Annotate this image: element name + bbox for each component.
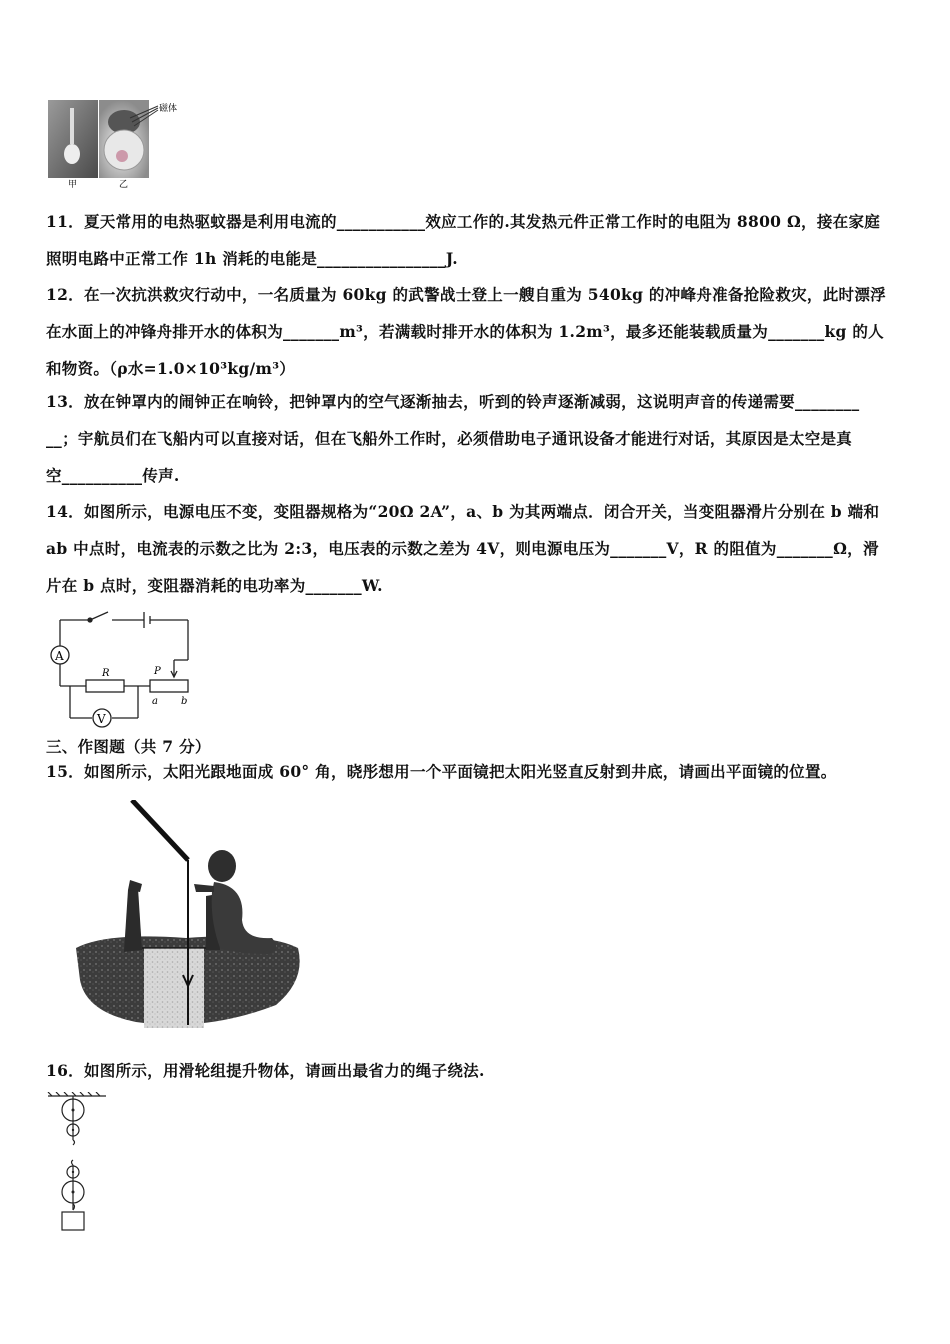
q11-line1: 11．夏天常用的电热驱蚊器是利用电流的___________效应工作的.其发热元件正常工作时的电阻为 8800 Ω，接在家庭 [46,212,881,231]
q12-line2: 在水面上的冲锋舟排开水的体积为_______m³，若满载时排开水的体积为 1.2m³，最多还能装载质量为_______kg 的人 [46,322,884,341]
q13-line1: 13．放在钟罩内的闹钟正在响铃，把钟罩内的空气逐渐抽去，听到的铃声逐渐减弱，这说明声音的传递需要________ [46,392,860,411]
slider-label: P [154,666,161,677]
end-a-label: a [152,696,158,707]
pulley-figure [46,1092,110,1234]
well-figure-svg [46,800,308,1032]
label-magnet: 磁体 [159,104,178,114]
q15-line1: 15．如图所示，太阳光跟地面成 60° 角，晓彤想用一个平面镜把太阳光竖直反射到井底，请画出平面镜的位置。 [46,762,837,781]
ammeter-label: A [55,649,64,663]
resistor-R [86,680,124,692]
rheostat [150,680,188,692]
q12-line3: 和物资。（ρ水=1.0×10³kg/m³） [46,359,296,378]
end-b-label: b [181,696,188,707]
question-14 [46,493,906,604]
load-block [62,1212,84,1230]
sun-ray [132,800,188,860]
well-figure [46,800,308,1032]
well-post-left [124,888,142,952]
well-shaft [144,948,204,1028]
person-head [208,850,236,882]
question-15 [46,760,906,784]
question-12 [46,276,906,387]
circuit-diagram [46,608,206,730]
q16-line1: 16．如图所示，用滑轮组提升物体，请画出最省力的绳子绕法. [46,1061,485,1080]
voltmeter-label: V [97,712,106,726]
q14-line1: 14．如图所示，电源电压不变，变阻器规格为“20Ω 2A”，a、b 为其两端点．闭合开关，当变阻器滑片分别在 b 端和 [46,502,880,521]
question-16 [46,1059,906,1083]
q11-line2: 照明电路中正常工作 1h 消耗的电能是________________J. [46,249,458,268]
label-yi: 乙 [119,180,129,190]
question-13 [46,383,906,494]
q13-line2: __；宇航员们在飞船内可以直接对话，但在飞船外工作时，必须借助电子通讯设备才能进行对话，其原因是太空是真 [46,429,853,448]
section-3-title: 三、作图题（共 7 分） [46,737,211,756]
person-body [212,882,277,954]
q14-line3: 片在 b 点时，变阻器消耗的电功率为_______W. [46,576,383,595]
q12-line1: 12．在一次抗洪救灾行动中，一名质量为 60kg 的武警战士登上一艘自重为 540kg 的冲峰舟准备抢险救灾，此时漂浮 [46,285,886,304]
label-jia: 甲 [68,180,78,190]
pulley-svg [46,1092,110,1234]
circuit-svg [46,608,206,730]
section-3-heading [46,735,906,759]
photo-figure-svg [46,98,196,190]
photo-figure [46,98,196,190]
question-11 [46,203,906,277]
q13-line3: 空__________传声. [46,466,180,485]
q14-line2: ab 中点时，电流表的示数之比为 2:3，电压表的示数之差为 4V，则电源电压为_______V，R 的阻值为_______Ω，滑 [46,539,879,558]
resistor-label: R [102,668,110,679]
